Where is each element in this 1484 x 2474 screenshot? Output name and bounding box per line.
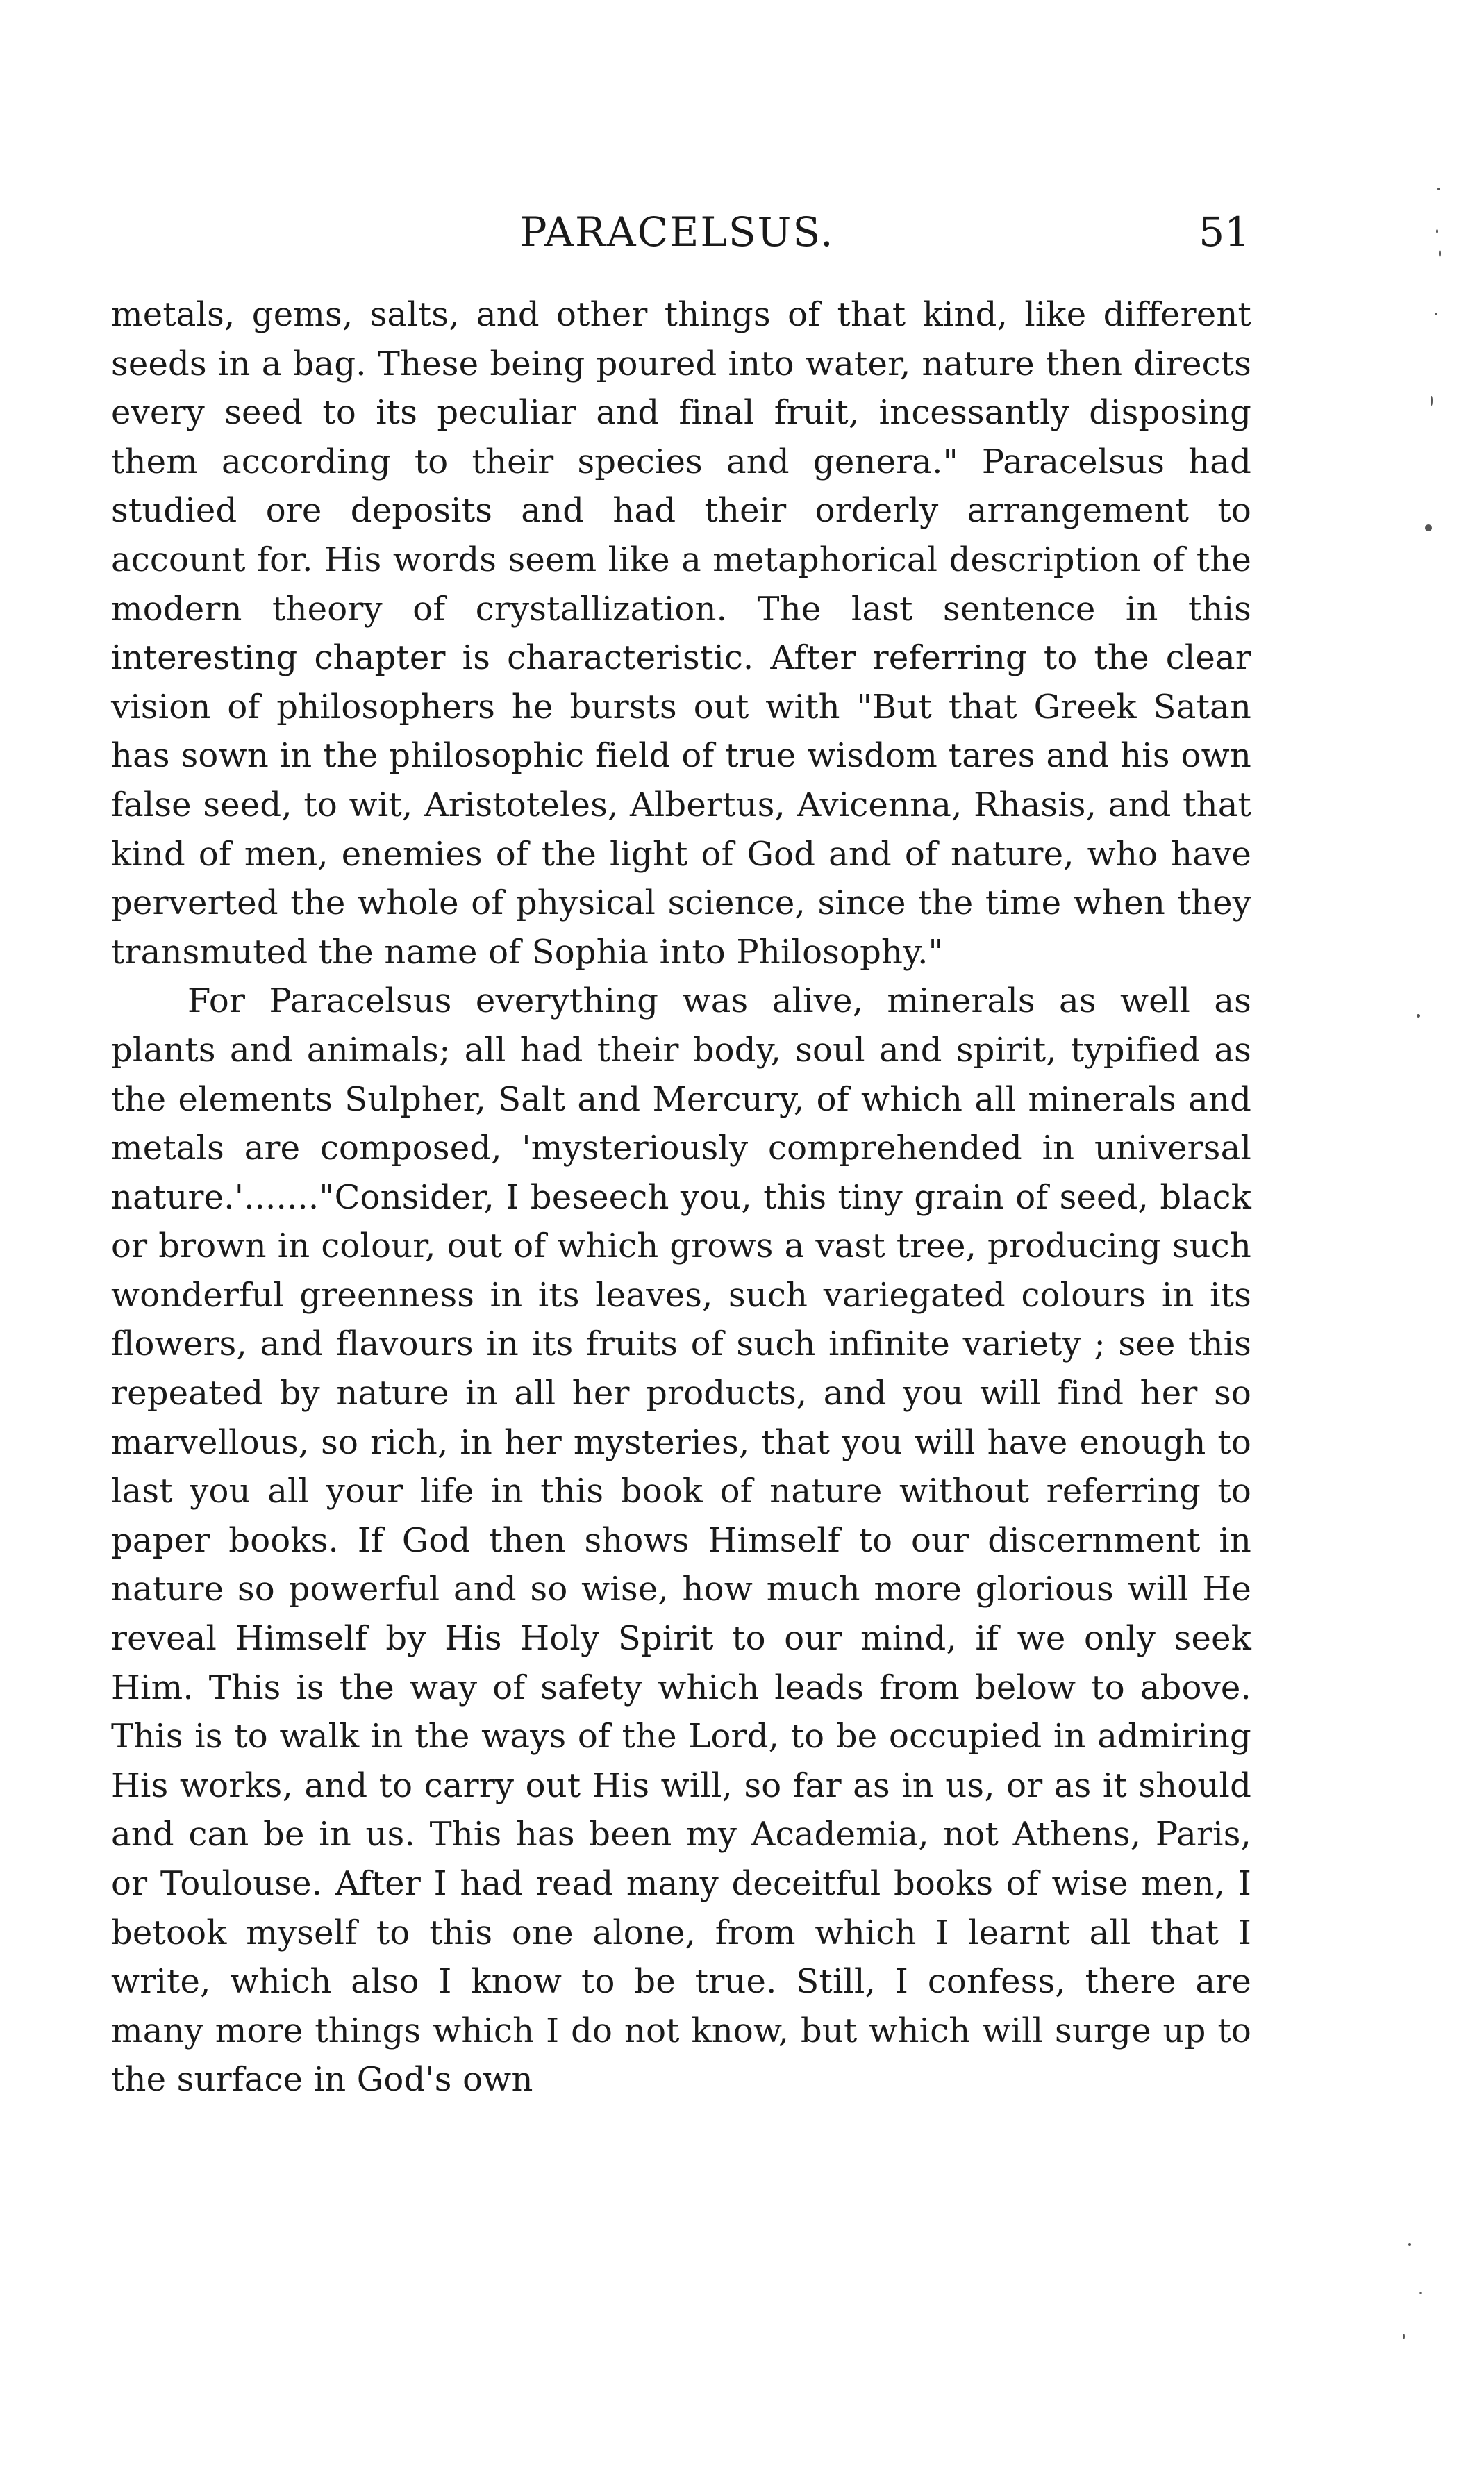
running-title: PARACELSUS. — [519, 208, 835, 256]
scan-speck — [1435, 313, 1437, 315]
page-header — [104, 204, 1250, 260]
scan-speck — [1439, 250, 1441, 257]
scan-speck — [1425, 524, 1432, 531]
body-text — [111, 290, 1251, 2104]
scan-speck — [1417, 1014, 1420, 1018]
scan-speck — [1419, 2292, 1422, 2294]
paragraph: For Paracelsus everything was alive, minerals as well as plants and animals; all had their body, soul and spirit, typified as the elements Sulpher, Salt and Mercury, of which all minerals and metals are composed, 'mysteriously comprehended in universal nature.'......."Consider, I beseech you, this tiny grain of seed, black or brown in colour, out of which grows a vast tree, producing such wonderful greenness in its leaves, such variegated colours in its flowers, and flavours in its fruits of such infinite variety ; see this repeated by nature in all her products, and you will find her so marvellous, so rich, in her mysteries, that you will have enough to last you all your life in this book of nature without referring to paper books. If God then shows Himself to our discernment in nature so powerful and so wise, how much more glorious will He reveal Himself by His Holy Spirit to our mind, if we only seek Him. This is the way of safety which leads from below to above. This is to walk in the ways of the Lord, to be occupied in admiring His works, and to carry out His will, so far as in us, or as it should and can be in us. This has been my Academia, not Athens, Paris, or Toulouse. After I had read many deceitful books of wise men, I betook myself to this one alone, from which I learnt all that I write, which also I know to be true. Still, I confess, there are many more things which I do not know, but which will surge up to the surface in God's own — [111, 981, 1251, 2100]
scan-speck — [1403, 2334, 1405, 2339]
scan-speck — [1431, 396, 1433, 406]
scan-speck — [1408, 2243, 1411, 2246]
page-number: 51 — [1199, 208, 1250, 256]
paragraph: metals, gems, salts, and other things of that kind, like different seeds in a bag. These being poured into water, nature then directs every seed to its peculiar and final fruit, incessantly disposing them according to their species and genera." Paracelsus had studied ore deposits and had their orderly arrangement to account for. His words seem like a metaphorical description of the modern theory of crystallization. The last sentence in this interesting chapter is characteristic. After referring to the clear vision of philosophers he bursts out with "But that Greek Satan has sown in the philosophic field of true wisdom tares and his own false seed, to wit, Aristoteles, Albertus, Avicenna, Rhasis, and that kind of men, enemies of the light of God and of nature, who have perverted the whole of physical science, since the time when they transmuted the name of Sophia into Philosophy." — [111, 295, 1251, 972]
scan-speck — [1436, 229, 1438, 233]
scan-speck — [1437, 188, 1440, 190]
